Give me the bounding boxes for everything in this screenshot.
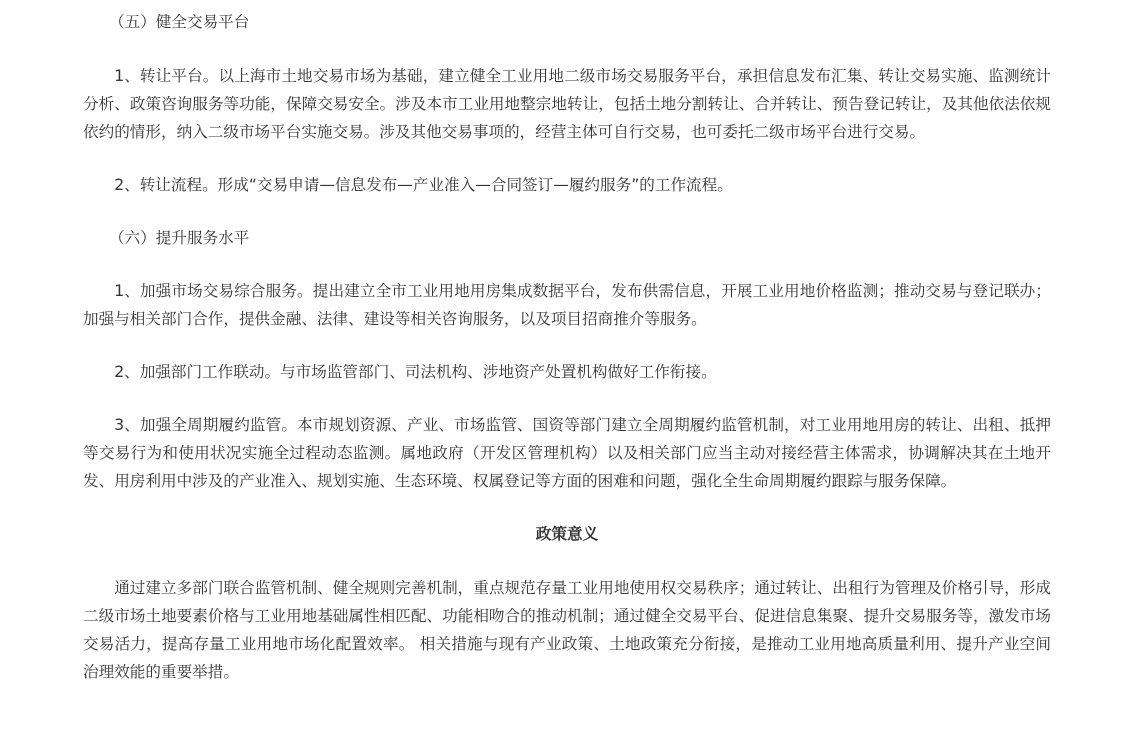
paragraph-department-linkage: 2、加强部门工作联动。与市场监管部门、司法机构、涉地资产处置机构做好工作衔接。 [114,363,717,381]
paragraph-transfer-process: 2、转让流程。形成“交易申请—信息发布—产业准入—合同签订—履约服务”的工作流程。 [114,176,733,194]
policy-significance-heading: 政策意义 [535,525,599,543]
paragraph-policy-significance: 通过建立多部门联合监管机制、健全规则完善机制，重点规范存量工业用地使用权交易秩序；通过转让、出租行为管理及价格引导，形成二级市场土地要素价格与工业用地基础属性相匹配、功能相吻合的推动机制；通过健全交易平台、促进信息集聚、提升交易服务等，激发市场交易活力，提高存量工业用地市场化配置效率。 相关措施与现有产业政策、土地政策充分衔接，是推动工业用地高质量利用、提升产业空间治理效能的重要举措。 [83,579,1051,681]
paragraph-market-service: 1、加强市场交易综合服务。提出建立全市工业用地用房集成数据平台，发布供需信息，开展工业用地价格监测；推动交易与登记联办；加强与相关部门合作，提供金融、法律、建设等相关咨询服务，以及项目招商推介等服务。 [83,282,1051,328]
paragraph-lifecycle-supervision: 3、加强全周期履约监管。本市规划资源、产业、市场监管、国资等部门建立全周期履约监管机制，对工业用地用房的转让、出租、抵押等交易行为和使用状况实施全过程动态监测。属地政府（开发区管理机构）以及相关部门应当主动对接经营主体需求，协调解决其在土地开发、用房利用中涉及的产业准入、规划实施、生态环境、权属登记等方面的困难和问题，强化全生命周期履约跟踪与服务保障。 [83,416,1051,490]
section-heading-service-level: （六）提升服务水平 [109,229,250,247]
paragraph-transfer-platform: 1、转让平台。以上海市土地交易市场为基础，建立健全工业用地二级市场交易服务平台，承担信息发布汇集、转让交易实施、监测统计分析、政策咨询服务等功能，保障交易安全。涉及本市工业用地整宗地转让，包括土地分割转让、合并转让、预告登记转让，及其他依法依规依约的情形，纳入二级市场平台实施交易。涉及其他交易事项的，经营主体可自行交易，也可委托二级市场平台进行交易。 [83,67,1051,141]
section-heading-trading-platform: （五）健全交易平台 [109,13,250,31]
